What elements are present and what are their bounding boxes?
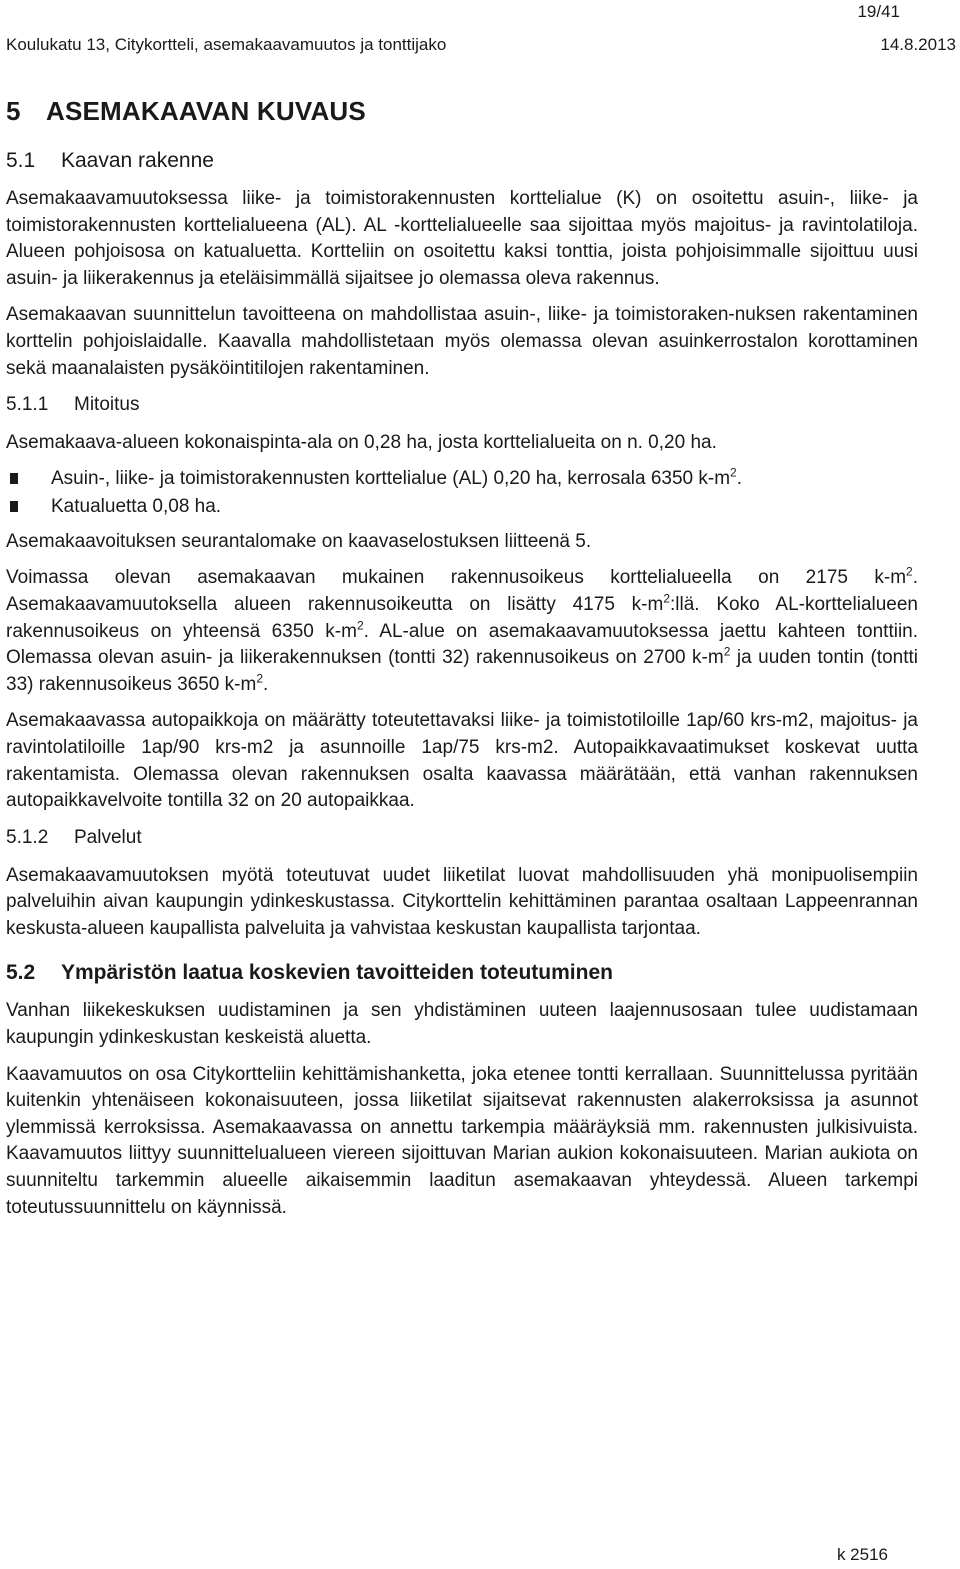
area-list [6,467,918,519]
section-number: 5.2 [6,961,36,985]
list-item-text-end: . [736,467,743,489]
section-heading-5 [6,96,366,127]
superscript: 2 [256,671,263,686]
text-run: . [263,673,269,695]
superscript: 2 [730,465,737,480]
document-page [6,0,956,1569]
list-item-text: Katualuetta 0,08 ha. [51,495,222,517]
section-title: Palvelut [74,826,142,848]
section-heading-5-1-1 [6,392,918,418]
paragraph-liikekeskus: Vanhan liikekeskuksen uudistaminen ja sen yhdistäminen uuteen laajennusosaan tulee uudistamaan kaupungin ydinkeskustan keskeistä aluetta. [6,1000,918,1049]
section-heading-5-1 [6,148,918,174]
header-date: 14.8.2013 [880,35,956,54]
superscript: 2 [663,591,671,606]
list-item [6,495,918,519]
text-run: . AL-alue on asemakaavamuutoksessa jaettu kahteen tonttiin. Olemassa olevan asuin- ja liikerakennuksen (tontti 32) rakennusoikeus on 2700 k-m [6,620,919,669]
square-bullet-icon [10,473,18,484]
section-number: 5.1 [6,149,36,172]
page-number: 19/41 [857,2,900,21]
section-title: Mitoitus [74,394,140,416]
section-number: 5 [6,96,21,126]
section-title: ASEMAKAAVAN KUVAUS [46,96,366,126]
paragraph-kaavan-rakenne: Asemakaavamuutoksessa liike- ja toimistorakennusten korttelialue (K) on osoitettu asuin-, liike- ja toimistorakennusten korttelialueena (AL). AL -korttelialueelle saa sijoittaa myös majoitus- ja ravintolatiloja. Alueen pohjoisosa on katualuetta. Kortteliin on osoitettu kaksi tonttia, joista pohjoisimmalle sijoittuu uusi asuin- ja liikerakennus ja eteläisimmällä sijaitsee jo olemassa oleva rakennus. [6,188,918,289]
paragraph-palvelut: Asemakaavamuutoksen myötä toteutuvat uudet liiketilat luovat mahdollisuuden yhä monipuolisempiin palveluihin aivan kaupungin ydinkeskustassa. Citykorttelin kehittäminen parantaa osaltaan Lappeenrannan keskusta-alueen kaupallista palveluita ja vahvistaa keskustan kaupallista tarjontaa. [6,864,918,939]
paragraph-kaavamuutos: Kaavamuutos on osa Citykortteliin kehittämishanketta, joka etenee tontti kerrallaan. Suunnittelussa pyritään kuitenkin yhtenäiseen kokonaisuuteen, jossa liiketilat sijaitsevat rakennusten alakerroksissa ja asunnot ylemmissä kerroksissa. Asemakaavassa on annettu tarkempia määräyksiä mm. rakennusten julkisivuista. Kaavamuutos liittyy suunnittelualueen viereen sijoittuvan Marian aukion kokonaisuuteen. Marian aukiota on suunniteltu tarkemmin alueelle aikaisemmin laaditun asemakaavan yhteydessä. Alueen tarkempi toteutussuunnittelu on käynnissä. [6,1063,918,1218]
paragraph-pinta-ala: Asemakaava-alueen kokonaispinta-ala on 0,28 ha, josta korttelialueita on n. 0,20 ha. [6,432,717,454]
running-header [6,35,956,55]
list-item [6,467,918,491]
text-run: . Asemakaavamuutoksella alueen rakennusoikeutta on lisätty 4175 k-m [6,567,918,615]
text-run: Voimassa olevan asemakaavan mukainen rakennusoikeus korttelialueella on 2175 k-m [6,567,907,589]
section-heading-5-1-2 [6,825,918,851]
section-title: Kaavan rakenne [61,149,214,172]
paragraph-rakennusoikeus [6,565,918,698]
superscript: 2 [723,644,731,659]
paragraph-autopaikat: Asemakaavassa autopaikkoja on määrätty toteutettavaksi liike- ja toimistotiloille 1ap/60 krs-m2, majoitus- ja ravintolatiloille 1ap/90 krs-m2 ja asunnoille 1ap/75 krs-m2. Autopaikkavaatimukset koskevat uutta rakentamista. Olemassa olevan rakennuksen osalta kaavassa määrätään, että vanhan rakennuksen autopaikkavelvoite tontilla 32 on 20 autopaikkaa. [6,710,918,812]
document-body [6,148,918,1231]
section-title: Ympäristön laatua koskevien tavoitteiden toteutuminen [61,961,613,985]
footer-code: k 2516 [836,1545,888,1564]
paragraph-tavoitteet: Asemakaavan suunnittelun tavoitteena on mahdollistaa asuin-, liike- ja toimistoraken-nuksen rakentaminen korttelin pohjoislaidalle. Kaavalla mahdollistetaan myös olemassa olevan asuinkerrostalon korottaminen sekä maanalaisten pysäköintitilojen rakentaminen. [6,304,918,379]
section-heading-5-2 [6,960,918,986]
text-run: :llä. Koko AL-korttelialueen rakennusoikeus on yhteensä 6350 k-m [6,593,918,642]
superscript: 2 [356,618,364,633]
list-item-text: Asuin-, liike- ja toimistorakennusten korttelialue (AL) 0,20 ha, kerrosala 6350 k-m [51,467,731,489]
section-number: 5.1.1 [6,394,49,416]
square-bullet-icon [10,501,18,512]
header-title: Koulukatu 13, Citykortteli, asemakaavamuutos ja tonttijako [6,35,447,54]
text-run: ja uuden tontin (tontti 33) rakennusoikeus 3650 k-m [6,647,918,695]
paragraph-seurantalomake: Asemakaavoituksen seurantalomake on kaavaselostuksen liitteenä 5. [6,530,592,552]
superscript: 2 [906,565,913,580]
section-number: 5.1.2 [6,826,49,848]
